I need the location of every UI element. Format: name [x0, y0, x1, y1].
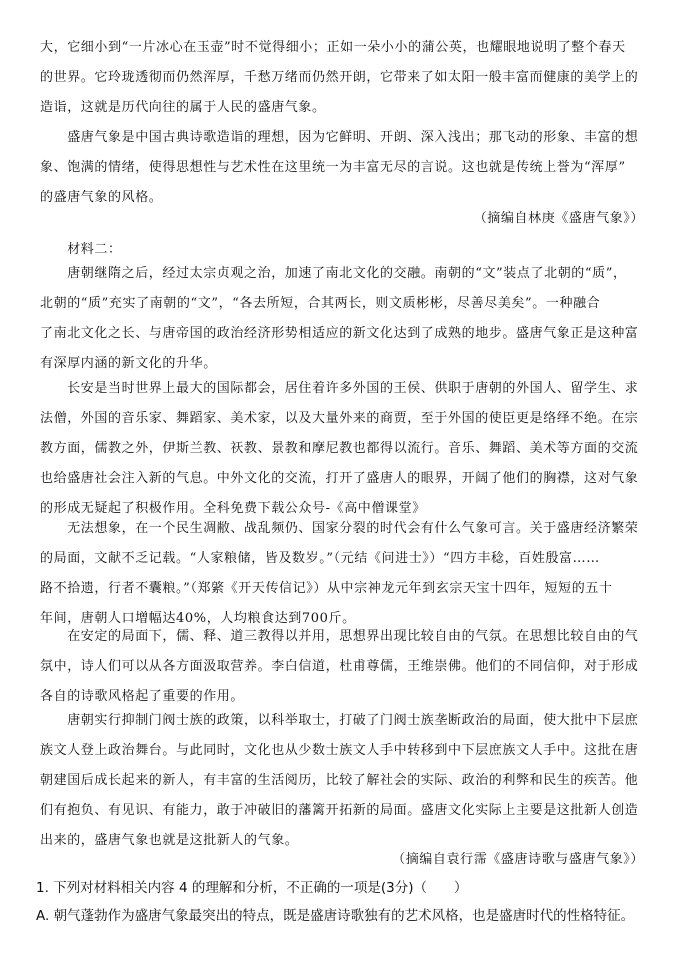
text-line: 年间，唐朝人口增幅达40%，人均粮食达到700斤。 [40, 611, 356, 626]
text-line: 大，它细小到“一片冰心在玉壶”时不觉得细小；正如一朵小小的蒲公英，也耀眼地说明了整个春天 [40, 40, 626, 55]
paragraph [40, 514, 650, 634]
text-line: 唐朝实行抑制门阀士族的政策，以科举取士，打破了门阀士族垄断政治的局面，使大批中下层庶 [40, 713, 639, 728]
text-line: 长安是当时世界上最大的国际都会，居住着许多外国的王侯、供职于唐朝的外国人、留学生、求 [40, 381, 639, 396]
paragraph [40, 259, 650, 379]
text-line: 造诣，这就是历代向往的属于人民的盛唐气象。 [40, 100, 326, 115]
text-line: 无法想象，在一个民生凋敝、战乱频仍、国家分裂的时代会有什么气象可言。关于盛唐经济繁荣 [40, 521, 639, 536]
question-stem: 1. 下列对材料相关内容 4 的理解和分析，不正确的一项是(3分)（ ） [36, 880, 468, 896]
option-a: A. 朝气蓬勃作为盛唐气象最突出的特点，既是盛唐诗歌独有的艺术风格，也是盛唐时代的性格特征。 [36, 908, 635, 924]
text-line: 出来的，盛唐气象也就是这批新人的气象。 [40, 833, 299, 848]
text-line: 在安定的局面下，儒、释、道三教得以并用，思想界出现比较自由的气氛。在思想比较自由的气 [40, 629, 639, 644]
text-line: 唐朝继隋之后，经过太宗贞观之治，加速了南北文化的交融。南朝的“文”装点了北朝的“质”， [40, 266, 627, 281]
text-line: 各自的诗歌风格起了重要的作用。 [40, 689, 245, 704]
source-citation: （摘编自袁行霈《盛唐诗歌与盛唐气象》） [392, 852, 644, 867]
text-line: 材料二： [40, 242, 122, 257]
text-line: 有深厚内涵的新文化的升华。 [40, 356, 217, 371]
paragraph [40, 622, 650, 712]
text-line: 朝建国后成长起来的新人，有丰富的生活阅历，比较了解社会的实际、政治的利弊和民生的疾苦。他 [40, 773, 639, 788]
text-line: 法僧，外国的音乐家、舞蹈家、美术家，以及大量外来的商贾，至于外国的使臣更是络绎不绝。在宗 [40, 411, 639, 426]
paragraph [40, 706, 650, 856]
text-line: 盛唐气象是中国古典诗歌造诣的理想，因为它鲜明、开朗、深入浅出；那飞动的形象、丰富的想 [40, 130, 639, 145]
text-line: 氛中，诗人们可以从各方面汲取营养。李白信道，杜甫尊儒，王维崇佛。他们的不同信仰，对于形成 [40, 659, 639, 674]
text-line: 的局面，文献不乏记载。“人家粮储，皆及数岁。”（元结《问进士》）“四方丰稔，百姓殷富…… [40, 551, 600, 566]
text-line: 的盛唐气象的风格。 [40, 190, 163, 205]
text-line: 的形成无疑起了积极作用。全科免费下载公众号-《高中僧课堂》 [40, 501, 426, 516]
text-line: 象、饱满的情绪，使得思想性与艺术性在这里统一为丰富无尽的言说。这也就是传统上誉为“浑厚” [40, 160, 626, 175]
text-line: 路不拾遗，行者不囊粮。”（郑綮《开天传信记》）从中宗神龙元年到玄宗天宝十四年，短短的五十 [40, 581, 613, 596]
text-line: 的世界。它玲珑透彻而仍然浑厚，千愁万绪而仍然开朗，它带来了如太阳一般丰富而健康的美学上的 [40, 70, 639, 85]
text-line: 也给盛唐社会注入新的气息。中外文化的交流，打开了盛唐人的眼界，开阔了他们的胸襟，这对气象 [40, 471, 639, 486]
paragraph [40, 33, 650, 123]
paragraph [40, 123, 650, 213]
source-citation: （摘编自林庚《盛唐气象》） [473, 211, 644, 226]
paragraph [40, 374, 650, 524]
text-line: 了南北文化之长、与唐帝国的政治经济形势相适应的新文化达到了成熟的地步。盛唐气象正是这种富 [40, 326, 639, 341]
text-line: 们有抱负、有见识、有能力，敢于冲破旧的藩篱开拓新的局面。盛唐文化实际上主要是这批新人创造 [40, 803, 639, 818]
text-line: 族文人登上政治舞台。与此同时，文化也从少数士族文人手中转移到中下层庶族文人手中。这批在唐 [40, 743, 639, 758]
text-line: 教方面，儒教之外，伊斯兰教、祆教、景教和摩尼教也都得以流行。音乐、舞蹈、美术等方面的交流 [40, 441, 639, 456]
text-line: 北朝的“质”充实了南朝的“文”，“各去所短，合其两长，则文质彬彬，尽善尽美矣”。一种融合 [40, 296, 601, 311]
